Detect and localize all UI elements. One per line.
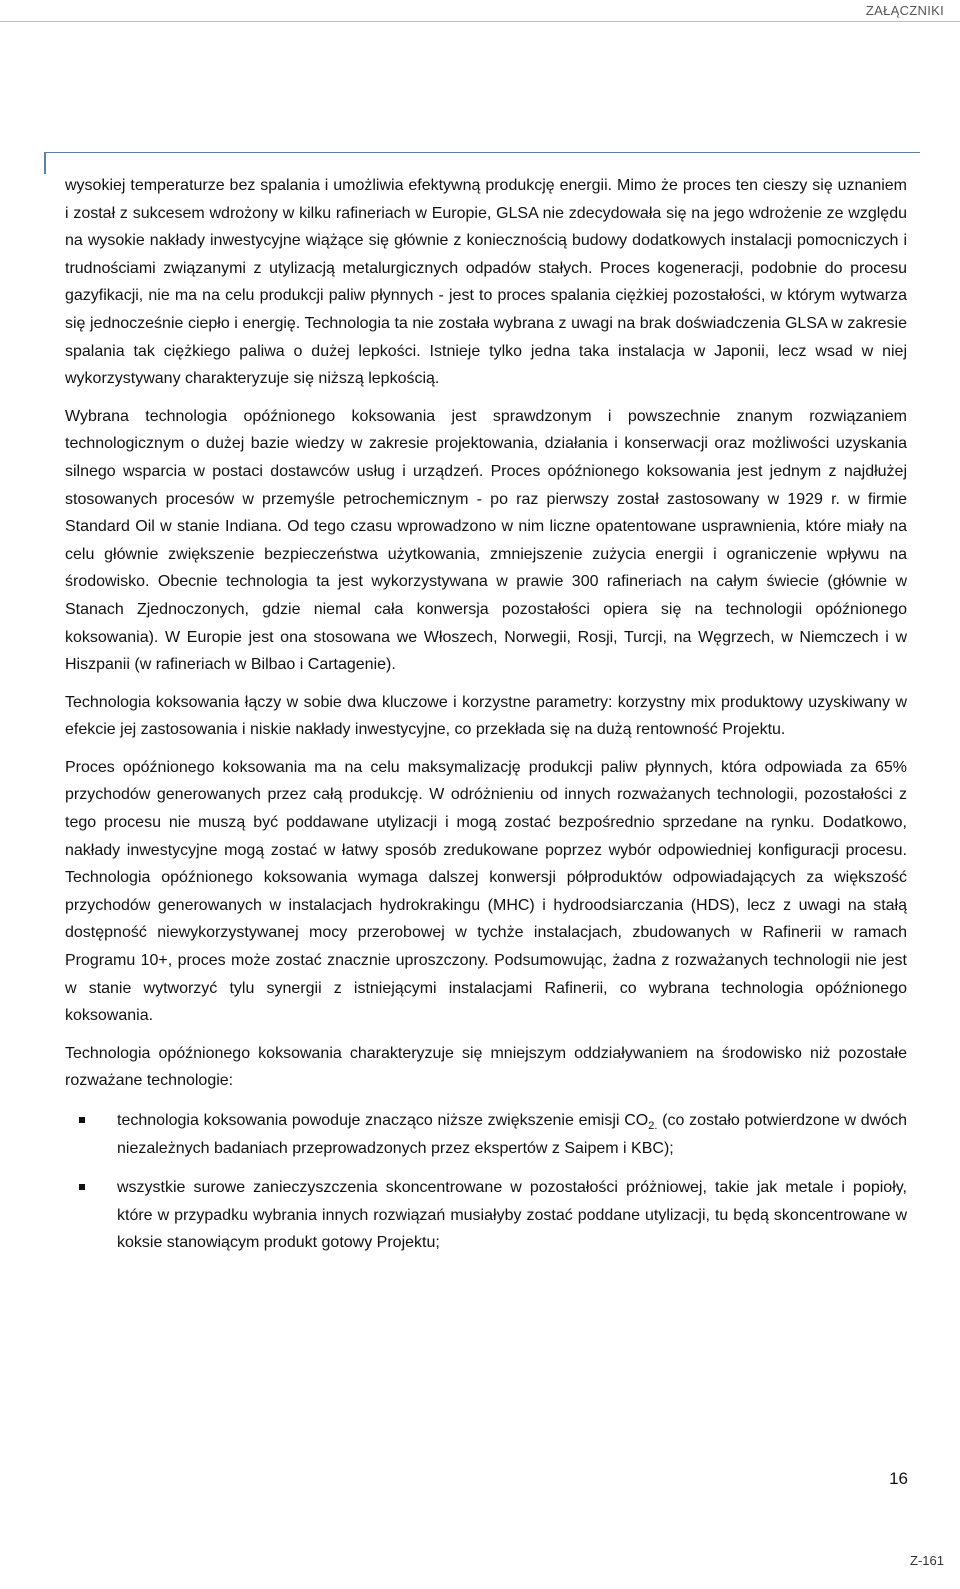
square-bullet-icon: [79, 1184, 85, 1190]
list-item-text: technologia koksowania powoduje znacząco niższe zwiększenie emisji CO: [117, 1112, 649, 1129]
page-number: 16: [889, 1469, 908, 1488]
header-divider: [0, 21, 960, 22]
subscript: 2.: [648, 1120, 658, 1133]
paragraph: Technologia koksowania łączy w sobie dwa kluczowe i korzystne parametry: korzystny mix produktowy uzyskiwany w efekcie jej zastosowania i niskie nakłady inwestycyjne, co przekłada się na dużą rentowność Projektu.: [65, 693, 907, 739]
list-item-text: wszystkie surowe zanieczyszczenia skoncentrowane w pozostałości próżniowej, takie jak metale i popioły, które w przypadku wybrania innych rozwiązań musiałyby zostać poddane utylizacji, tu będą skoncentrowane w koksie stanowiącym produkt gotowy Projektu;: [117, 1179, 907, 1252]
list-item: [65, 1174, 907, 1257]
square-bullet-icon: [79, 1117, 85, 1123]
page-code: Z-161: [910, 1553, 944, 1568]
paragraph: Technologia opóźnionego koksowania charakteryzuje się mniejszym oddziaływaniem na środowisko niż pozostałe rozważane technologie:: [65, 1044, 907, 1090]
content-frame-line: [44, 152, 920, 153]
paragraph: Wybrana technologia opóźnionego koksowania jest sprawdzonym i powszechnie znanym rozwiązaniem technologicznym o dużej bazie wiedzy w zakresie projektowania, działania i konserwacji oraz możliwości uzyskania silnego wsparcia w postaci dostawców usług i urządzeń. Proces opóźnionego koksowania jest jednym z najdłużej stosowanych procesów w przemyśle petrochemicznym - po raz pierwszy został zastosowany w 1929 r. w firmie Standard Oil w stanie Indiana. Od tego czasu wprowadzono w nim liczne opatentowane usprawnienia, które miały na celu głównie zwiększenie bezpieczeństwa użytkowania, zmniejszenie zużycia energii i ograniczenie wpływu na środowisko. Obecnie technologia ta jest wykorzystywana w prawie 300 rafineriach na całym świecie (głównie w Stanach Zjednoczonych, gdzie niemal cała konwersja pozostałości opiera się na technologii opóźnionego koksowania). W Europie jest ona stosowana we Włoszech, Norwegii, Rosji, Turcji, na Węgrzech, w Niemczech i w Hiszpanii (w rafineriach w Bilbao i Cartagenie).: [65, 407, 907, 674]
list-item-text: (co zostało potwierdzone w dwóch niezależnych badaniach przeprowadzonych przez ekspertów z Saipem i KBC);: [117, 1112, 908, 1157]
list-item: [65, 1107, 907, 1162]
paragraph: wysokiej temperaturze bez spalania i umożliwia efektywną produkcję energii. Mimo że proces ten cieszy się uznaniem i został z sukcesem wdrożony w kilku rafineriach w Europie, GLSA nie zdecydowała się na jego wdrożenie ze względu na wysokie nakłady inwestycyjne wiążące się głównie z koniecznością budowy dodatkowych instalacji pomocniczych i trudnościami związanymi z utylizacją metalurgicznych odpadów stałych. Proces kogeneracji, podobnie do procesu gazyfikacji, nie ma na celu produkcji paliw płynnych - jest to proces spalania ciężkiej pozostałości, w którym wytwarza się jednocześnie ciepło i energię. Technologia ta nie została wybrana z uwagi na brak doświadczenia GLSA w zakresie spalania tak ciężkiego paliwa o dużej lepkości. Istnieje tylko jedna taka instalacja w Japonii, lecz wsad w niej wykorzystywany charakteryzuje się niższą lepkością.: [65, 177, 907, 388]
content-frame-corner: [44, 152, 46, 174]
section-label: ZAŁĄCZNIKI: [865, 3, 944, 18]
document-body: [65, 172, 907, 1269]
bullet-list: [65, 1107, 907, 1257]
paragraph: Proces opóźnionego koksowania ma na celu maksymalizację produkcji paliw płynnych, która odpowiada za 65% przychodów generowanych przez całą produkcję. W odróżnieniu od innych rozważanych technologii, pozostałości z tego procesu nie muszą być poddawane utylizacji i mogą zostać bezpośrednio sprzedane na rynku. Dodatkowo, nakłady inwestycyjne mogą zostać w łatwy sposób zredukowane poprzez wybór odpowiedniej konfiguracji procesu. Technologia opóźnionego koksowania wymaga dalszej konwersji półproduktów odpowiadających za większość przychodów generowanych w instalacjach hydrokrakingu (MHC) i hydroodsiarczania (HDS), lecz z uwagi na stałą dostępność niewykorzystywanej mocy przerobowej w tychże instalacjach, zbudowanych w Rafinerii w ramach Programu 10+, proces może zostać znacznie uproszczony. Podsumowując, żadna z rozważanych technologii nie jest w stanie wytworzyć tylu synergii z istniejącymi instalacjami Rafinerii, co wybrana technologia opóźnionego koksowania.: [65, 758, 907, 1025]
